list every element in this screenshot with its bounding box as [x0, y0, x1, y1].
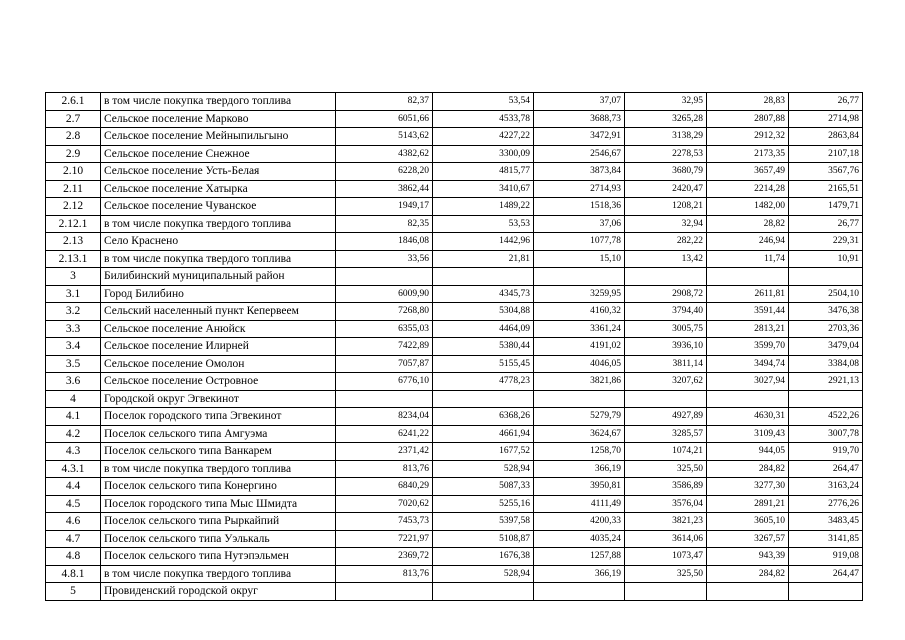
value-cell-6: 26,77	[789, 93, 863, 111]
value-cell-2: 4464,09	[433, 320, 534, 338]
table-row	[46, 373, 863, 391]
value-cell-4: 2420,47	[625, 180, 707, 198]
value-cell-5: 2611,81	[707, 285, 789, 303]
value-cell-5: 11,74	[707, 250, 789, 268]
value-cell-1: 7221,97	[336, 530, 433, 548]
row-number-cell: 2.7	[46, 110, 101, 128]
value-cell-3: 3624,67	[534, 425, 625, 443]
table-row	[46, 548, 863, 566]
row-number-cell: 4.8.1	[46, 565, 101, 583]
value-cell-4: 282,22	[625, 233, 707, 251]
table-row	[46, 425, 863, 443]
value-cell-3: 5279,79	[534, 408, 625, 426]
settlement-name-cell: Городской округ Эгвекинот	[101, 390, 336, 408]
settlement-name-cell: Поселок сельского типа Ванкарем	[101, 443, 336, 461]
settlement-name-cell: в том числе покупка твердого топлива	[101, 93, 336, 111]
value-cell-6: 229,31	[789, 233, 863, 251]
value-cell-3: 4111,49	[534, 495, 625, 513]
value-cell-1: 82,35	[336, 215, 433, 233]
settlement-name-cell: в том числе покупка твердого топлива	[101, 250, 336, 268]
value-cell-1: 1949,17	[336, 198, 433, 216]
table-row	[46, 338, 863, 356]
settlement-name-cell: Поселок сельского типа Конергино	[101, 478, 336, 496]
value-cell-2: 53,54	[433, 93, 534, 111]
value-cell-6: 2703,36	[789, 320, 863, 338]
value-cell-6: 2714,98	[789, 110, 863, 128]
row-number-cell: 2.8	[46, 128, 101, 146]
settlement-name-cell: Сельское поселение Илирней	[101, 338, 336, 356]
value-cell-5: 2173,35	[707, 145, 789, 163]
row-number-cell: 4.1	[46, 408, 101, 426]
row-number-cell: 4.8	[46, 548, 101, 566]
table-row	[46, 198, 863, 216]
value-cell-5: 1482,00	[707, 198, 789, 216]
value-cell-5: 3267,57	[707, 530, 789, 548]
value-cell-1: 6355,03	[336, 320, 433, 338]
value-cell-2: 5087,33	[433, 478, 534, 496]
table-row	[46, 128, 863, 146]
value-cell-2: 53,53	[433, 215, 534, 233]
settlement-name-cell: в том числе покупка твердого топлива	[101, 565, 336, 583]
value-cell-3: 3688,73	[534, 110, 625, 128]
value-cell-4: 3265,28	[625, 110, 707, 128]
value-cell-4: 4927,89	[625, 408, 707, 426]
value-cell-2: 3300,09	[433, 145, 534, 163]
value-cell-5: 2214,28	[707, 180, 789, 198]
value-cell-2: 1676,38	[433, 548, 534, 566]
value-cell-6: 3007,78	[789, 425, 863, 443]
value-cell-4: 3576,04	[625, 495, 707, 513]
value-cell-5	[707, 390, 789, 408]
value-cell-2: 5108,87	[433, 530, 534, 548]
value-cell-5: 28,83	[707, 93, 789, 111]
value-cell-1: 7020,62	[336, 495, 433, 513]
value-cell-3: 3361,24	[534, 320, 625, 338]
value-cell-5: 246,94	[707, 233, 789, 251]
row-number-cell: 2.6.1	[46, 93, 101, 111]
value-cell-3: 4035,24	[534, 530, 625, 548]
value-cell-2: 528,94	[433, 565, 534, 583]
row-number-cell: 3.1	[46, 285, 101, 303]
value-cell-6: 3483,45	[789, 513, 863, 531]
row-number-cell: 2.12.1	[46, 215, 101, 233]
row-number-cell: 2.12	[46, 198, 101, 216]
value-cell-4	[625, 268, 707, 286]
value-cell-5	[707, 268, 789, 286]
table-row	[46, 460, 863, 478]
value-cell-1: 7453,73	[336, 513, 433, 531]
value-cell-4: 13,42	[625, 250, 707, 268]
settlement-name-cell: Сельский населенный пункт Кепервеем	[101, 303, 336, 321]
value-cell-3: 4200,33	[534, 513, 625, 531]
table-row	[46, 233, 863, 251]
value-cell-5: 2891,21	[707, 495, 789, 513]
value-cell-2: 3410,67	[433, 180, 534, 198]
value-cell-6: 2165,51	[789, 180, 863, 198]
value-cell-1: 7057,87	[336, 355, 433, 373]
value-cell-6	[789, 583, 863, 601]
value-cell-3: 4046,05	[534, 355, 625, 373]
value-cell-6: 3479,04	[789, 338, 863, 356]
value-cell-1: 1846,08	[336, 233, 433, 251]
table-row	[46, 390, 863, 408]
value-cell-3: 15,10	[534, 250, 625, 268]
value-cell-1: 6840,29	[336, 478, 433, 496]
value-cell-3: 3950,81	[534, 478, 625, 496]
value-cell-5: 944,05	[707, 443, 789, 461]
settlement-name-cell: Билибинский муниципальный район	[101, 268, 336, 286]
value-cell-5: 284,82	[707, 565, 789, 583]
value-cell-5: 2912,32	[707, 128, 789, 146]
settlement-name-cell: Село Краснено	[101, 233, 336, 251]
row-number-cell: 2.11	[46, 180, 101, 198]
settlement-name-cell: Сельское поселение Островное	[101, 373, 336, 391]
row-number-cell: 4.2	[46, 425, 101, 443]
value-cell-6: 1479,71	[789, 198, 863, 216]
value-cell-1	[336, 390, 433, 408]
value-cell-2: 4533,78	[433, 110, 534, 128]
row-number-cell: 2.10	[46, 163, 101, 181]
value-cell-4: 3138,29	[625, 128, 707, 146]
value-cell-1: 7268,80	[336, 303, 433, 321]
value-cell-4: 2278,53	[625, 145, 707, 163]
value-cell-5: 3605,10	[707, 513, 789, 531]
settlement-name-cell: Провиденский городской округ	[101, 583, 336, 601]
table-row	[46, 268, 863, 286]
value-cell-6: 4522,26	[789, 408, 863, 426]
settlement-name-cell: Поселок городского типа Эгвекинот	[101, 408, 336, 426]
settlement-name-cell: Поселок сельского типа Уэлькаль	[101, 530, 336, 548]
settlement-name-cell: Сельское поселение Омолон	[101, 355, 336, 373]
value-cell-4: 3811,14	[625, 355, 707, 373]
table-row	[46, 110, 863, 128]
value-cell-4: 3794,40	[625, 303, 707, 321]
table-row	[46, 145, 863, 163]
value-cell-6: 3476,38	[789, 303, 863, 321]
value-cell-2: 4661,94	[433, 425, 534, 443]
value-cell-3: 37,06	[534, 215, 625, 233]
value-cell-3: 366,19	[534, 565, 625, 583]
value-cell-1: 813,76	[336, 565, 433, 583]
row-number-cell: 3.6	[46, 373, 101, 391]
table-row	[46, 180, 863, 198]
value-cell-2: 5397,58	[433, 513, 534, 531]
value-cell-5: 28,82	[707, 215, 789, 233]
value-cell-1: 8234,04	[336, 408, 433, 426]
value-cell-3: 3472,91	[534, 128, 625, 146]
value-cell-6	[789, 268, 863, 286]
table-row	[46, 530, 863, 548]
table-row	[46, 285, 863, 303]
value-cell-3: 4191,02	[534, 338, 625, 356]
row-number-cell: 3.3	[46, 320, 101, 338]
value-cell-3: 3259,95	[534, 285, 625, 303]
settlement-name-cell: Сельское поселение Хатырка	[101, 180, 336, 198]
value-cell-6: 2776,26	[789, 495, 863, 513]
value-cell-3	[534, 268, 625, 286]
value-cell-5	[707, 583, 789, 601]
row-number-cell: 4.3	[46, 443, 101, 461]
value-cell-6: 3141,85	[789, 530, 863, 548]
value-cell-4: 3207,62	[625, 373, 707, 391]
value-cell-2: 5155,45	[433, 355, 534, 373]
value-cell-3: 2546,67	[534, 145, 625, 163]
row-number-cell: 4	[46, 390, 101, 408]
value-cell-6: 2921,13	[789, 373, 863, 391]
settlement-name-cell: Поселок сельского типа Нутэпэльмен	[101, 548, 336, 566]
value-cell-4: 32,95	[625, 93, 707, 111]
table-row	[46, 478, 863, 496]
value-cell-2	[433, 390, 534, 408]
settlement-name-cell: Сельское поселение Мейныпильгыно	[101, 128, 336, 146]
value-cell-6: 3163,24	[789, 478, 863, 496]
row-number-cell: 2.13	[46, 233, 101, 251]
value-cell-5: 284,82	[707, 460, 789, 478]
value-cell-4: 3586,89	[625, 478, 707, 496]
value-cell-6: 2504,10	[789, 285, 863, 303]
value-cell-1: 4382,62	[336, 145, 433, 163]
value-cell-4: 325,50	[625, 460, 707, 478]
value-cell-5: 2807,88	[707, 110, 789, 128]
table-row	[46, 163, 863, 181]
value-cell-2: 4227,22	[433, 128, 534, 146]
settlement-name-cell: в том числе покупка твердого топлива	[101, 460, 336, 478]
value-cell-3: 37,07	[534, 93, 625, 111]
row-number-cell: 3.4	[46, 338, 101, 356]
value-cell-2: 5304,88	[433, 303, 534, 321]
value-cell-1: 33,56	[336, 250, 433, 268]
value-cell-2: 6368,26	[433, 408, 534, 426]
value-cell-6: 264,47	[789, 460, 863, 478]
value-cell-6: 919,08	[789, 548, 863, 566]
value-cell-2: 5255,16	[433, 495, 534, 513]
value-cell-6: 2863,84	[789, 128, 863, 146]
table-row	[46, 513, 863, 531]
table-row	[46, 583, 863, 601]
value-cell-6: 3384,08	[789, 355, 863, 373]
value-cell-1: 7422,89	[336, 338, 433, 356]
value-cell-1: 6228,20	[336, 163, 433, 181]
table-row	[46, 250, 863, 268]
value-cell-3: 2714,93	[534, 180, 625, 198]
value-cell-3: 1257,88	[534, 548, 625, 566]
value-cell-6: 264,47	[789, 565, 863, 583]
row-number-cell: 4.4	[46, 478, 101, 496]
value-cell-3: 1077,78	[534, 233, 625, 251]
value-cell-1: 813,76	[336, 460, 433, 478]
value-cell-2: 1489,22	[433, 198, 534, 216]
settlement-name-cell: Сельское поселение Усть-Белая	[101, 163, 336, 181]
value-cell-1: 3862,44	[336, 180, 433, 198]
value-cell-1: 6241,22	[336, 425, 433, 443]
table-body	[46, 93, 863, 601]
value-cell-1	[336, 583, 433, 601]
value-cell-5: 3109,43	[707, 425, 789, 443]
table-row	[46, 495, 863, 513]
value-cell-2: 4815,77	[433, 163, 534, 181]
value-cell-1: 5143,62	[336, 128, 433, 146]
row-number-cell: 2.9	[46, 145, 101, 163]
value-cell-6: 26,77	[789, 215, 863, 233]
value-cell-2: 528,94	[433, 460, 534, 478]
value-cell-4: 325,50	[625, 565, 707, 583]
row-number-cell: 2.13.1	[46, 250, 101, 268]
value-cell-4: 3821,23	[625, 513, 707, 531]
table-row	[46, 443, 863, 461]
value-cell-4: 3936,10	[625, 338, 707, 356]
value-cell-1: 82,37	[336, 93, 433, 111]
row-number-cell: 3	[46, 268, 101, 286]
row-number-cell: 5	[46, 583, 101, 601]
value-cell-5: 3494,74	[707, 355, 789, 373]
value-cell-2	[433, 268, 534, 286]
value-cell-6: 919,70	[789, 443, 863, 461]
row-number-cell: 4.5	[46, 495, 101, 513]
value-cell-5: 3027,94	[707, 373, 789, 391]
value-cell-2: 4778,23	[433, 373, 534, 391]
table-row	[46, 215, 863, 233]
tariff-table	[45, 92, 863, 601]
value-cell-5: 4630,31	[707, 408, 789, 426]
value-cell-5: 2813,21	[707, 320, 789, 338]
value-cell-6: 10,91	[789, 250, 863, 268]
settlement-name-cell: Сельское поселение Анюйск	[101, 320, 336, 338]
table-row	[46, 93, 863, 111]
table-row	[46, 565, 863, 583]
value-cell-1: 6051,66	[336, 110, 433, 128]
value-cell-1: 6776,10	[336, 373, 433, 391]
row-number-cell: 4.6	[46, 513, 101, 531]
value-cell-5: 3591,44	[707, 303, 789, 321]
value-cell-2: 4345,73	[433, 285, 534, 303]
value-cell-3: 1518,36	[534, 198, 625, 216]
table-row	[46, 303, 863, 321]
value-cell-4: 32,94	[625, 215, 707, 233]
value-cell-6: 2107,18	[789, 145, 863, 163]
table-row	[46, 355, 863, 373]
value-cell-3: 366,19	[534, 460, 625, 478]
row-number-cell: 3.2	[46, 303, 101, 321]
value-cell-4: 3005,75	[625, 320, 707, 338]
value-cell-5: 3657,49	[707, 163, 789, 181]
value-cell-2: 1677,52	[433, 443, 534, 461]
value-cell-2: 1442,96	[433, 233, 534, 251]
settlement-name-cell: Сельское поселение Снежное	[101, 145, 336, 163]
settlement-name-cell: Поселок сельского типа Амгуэма	[101, 425, 336, 443]
value-cell-4	[625, 390, 707, 408]
table-row	[46, 320, 863, 338]
value-cell-6: 3567,76	[789, 163, 863, 181]
settlement-name-cell: Поселок сельского типа Рыркайпий	[101, 513, 336, 531]
value-cell-3: 1258,70	[534, 443, 625, 461]
value-cell-5: 943,39	[707, 548, 789, 566]
value-cell-1: 6009,90	[336, 285, 433, 303]
value-cell-4: 3614,06	[625, 530, 707, 548]
value-cell-2: 5380,44	[433, 338, 534, 356]
value-cell-1	[336, 268, 433, 286]
value-cell-3	[534, 390, 625, 408]
settlement-name-cell: Поселок городского типа Мыс Шмидта	[101, 495, 336, 513]
row-number-cell: 3.5	[46, 355, 101, 373]
settlement-name-cell: Сельское поселение Чуванское	[101, 198, 336, 216]
value-cell-4: 3680,79	[625, 163, 707, 181]
settlement-name-cell: Город Билибино	[101, 285, 336, 303]
settlement-name-cell: Сельское поселение Марково	[101, 110, 336, 128]
settlement-name-cell: в том числе покупка твердого топлива	[101, 215, 336, 233]
value-cell-4	[625, 583, 707, 601]
row-number-cell: 4.7	[46, 530, 101, 548]
value-cell-5: 3277,30	[707, 478, 789, 496]
value-cell-1: 2371,42	[336, 443, 433, 461]
value-cell-2	[433, 583, 534, 601]
value-cell-6	[789, 390, 863, 408]
value-cell-1: 2369,72	[336, 548, 433, 566]
value-cell-4: 1074,21	[625, 443, 707, 461]
value-cell-3: 3873,84	[534, 163, 625, 181]
value-cell-4: 1208,21	[625, 198, 707, 216]
row-number-cell: 4.3.1	[46, 460, 101, 478]
value-cell-4: 1073,47	[625, 548, 707, 566]
value-cell-3: 4160,32	[534, 303, 625, 321]
value-cell-3: 3821,86	[534, 373, 625, 391]
value-cell-2: 21,81	[433, 250, 534, 268]
value-cell-4: 3285,57	[625, 425, 707, 443]
value-cell-3	[534, 583, 625, 601]
table-row	[46, 408, 863, 426]
value-cell-5: 3599,70	[707, 338, 789, 356]
value-cell-4: 2908,72	[625, 285, 707, 303]
